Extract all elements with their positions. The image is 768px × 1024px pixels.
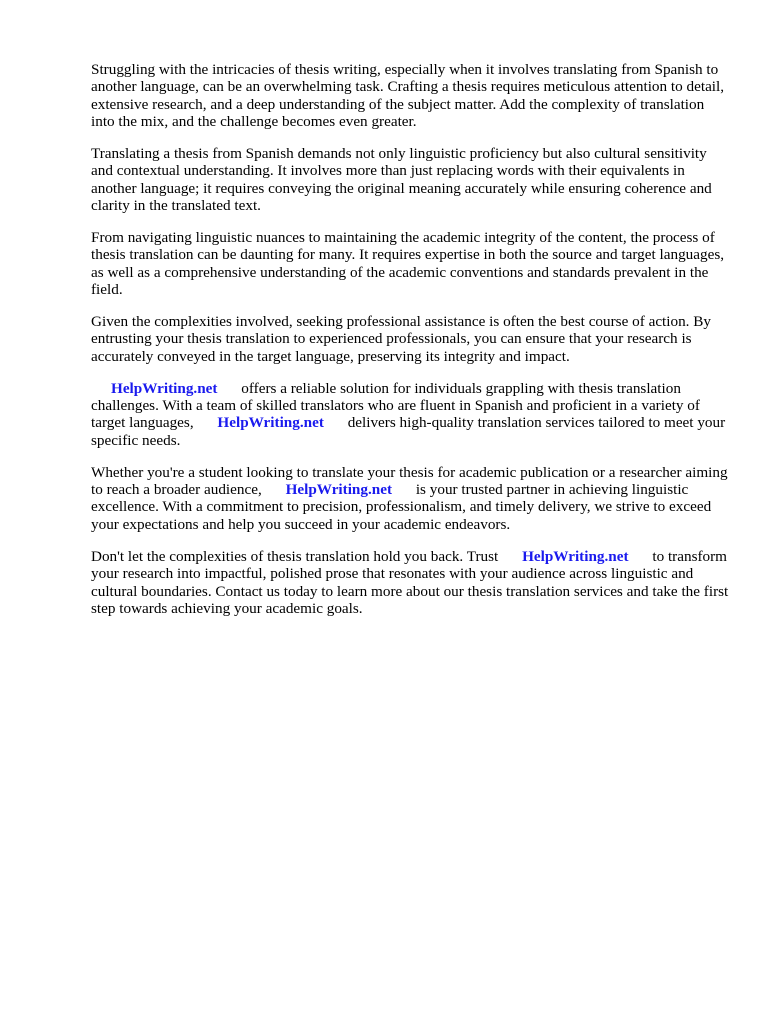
paragraph-text: offers a reliable solution for individuals grappling with thesis translation challenges. With a team of skilled translators who are fluent in Spanish and proficient in a variety of target languages, bbox=[91, 379, 700, 432]
helpwriting-link[interactable]: HelpWriting.net bbox=[285, 481, 393, 499]
helpwriting-link[interactable]: HelpWriting.net bbox=[111, 379, 218, 397]
paragraph-intro: Struggling with the intricacies of thesis writing, especially when it involves translating from Spanish to another language, can be an overwhelming task. Crafting a thesis requires meticulous attention to detail, extensive research, and a deep understanding of the subject matter. Add the complexity of translation into the mix, and the challenge becomes even greater. bbox=[91, 61, 725, 131]
paragraph-challenges: From navigating linguistic nuances to maintaining the academic integrity of the content, the process of thesis translation can be daunting for many. It requires expertise in both the source and target languages, as well as a comprehensive understanding of the academic conventions and standards prevalent in the field. bbox=[91, 229, 725, 299]
paragraph-call-to-action bbox=[91, 548, 729, 618]
paragraph-service-offer bbox=[91, 380, 729, 450]
helpwriting-link[interactable]: HelpWriting.net bbox=[217, 414, 324, 432]
paragraph-trusted-partner bbox=[91, 464, 729, 534]
paragraph-text: Don't let the complexities of thesis translation hold you back. Trust bbox=[91, 547, 499, 565]
paragraph-professional-assistance: Given the complexities involved, seeking professional assistance is often the best course of action. By entrusting your thesis translation to experienced professionals, you can ensure that your research is accurately conveyed in the target language, preserving its integrity and impact. bbox=[91, 313, 712, 365]
document-body bbox=[91, 61, 729, 632]
paragraph-translation-demands: Translating a thesis from Spanish demands not only linguistic proficiency but also cultural sensitivity and contextual understanding. It involves more than just replacing words with their equivalents in another language; it requires conveying the original meaning accurately while ensuring coherence and clarity in the translated text. bbox=[91, 145, 712, 215]
paragraph-text: is your trusted partner in achieving linguistic excellence. With a commitment to precision, professionalism, and timely delivery, we strive to exceed your expectations and help you succeed in your academic endeavors. bbox=[91, 481, 712, 533]
paragraph-text: delivers high-quality translation services tailored to meet your specific needs. bbox=[91, 414, 726, 449]
helpwriting-link[interactable]: HelpWriting.net bbox=[522, 547, 629, 565]
paragraph-text: to transform your research into impactful, polished prose that resonates with your audience across linguistic and cultural boundaries. Contact us today to learn more about our thesis translation services and take the first step towards achieving your academic goals. bbox=[91, 547, 729, 617]
paragraph-text: Whether you're a student looking to translate your thesis for academic publication or a researcher aiming to reach a broader audience, bbox=[91, 463, 728, 499]
